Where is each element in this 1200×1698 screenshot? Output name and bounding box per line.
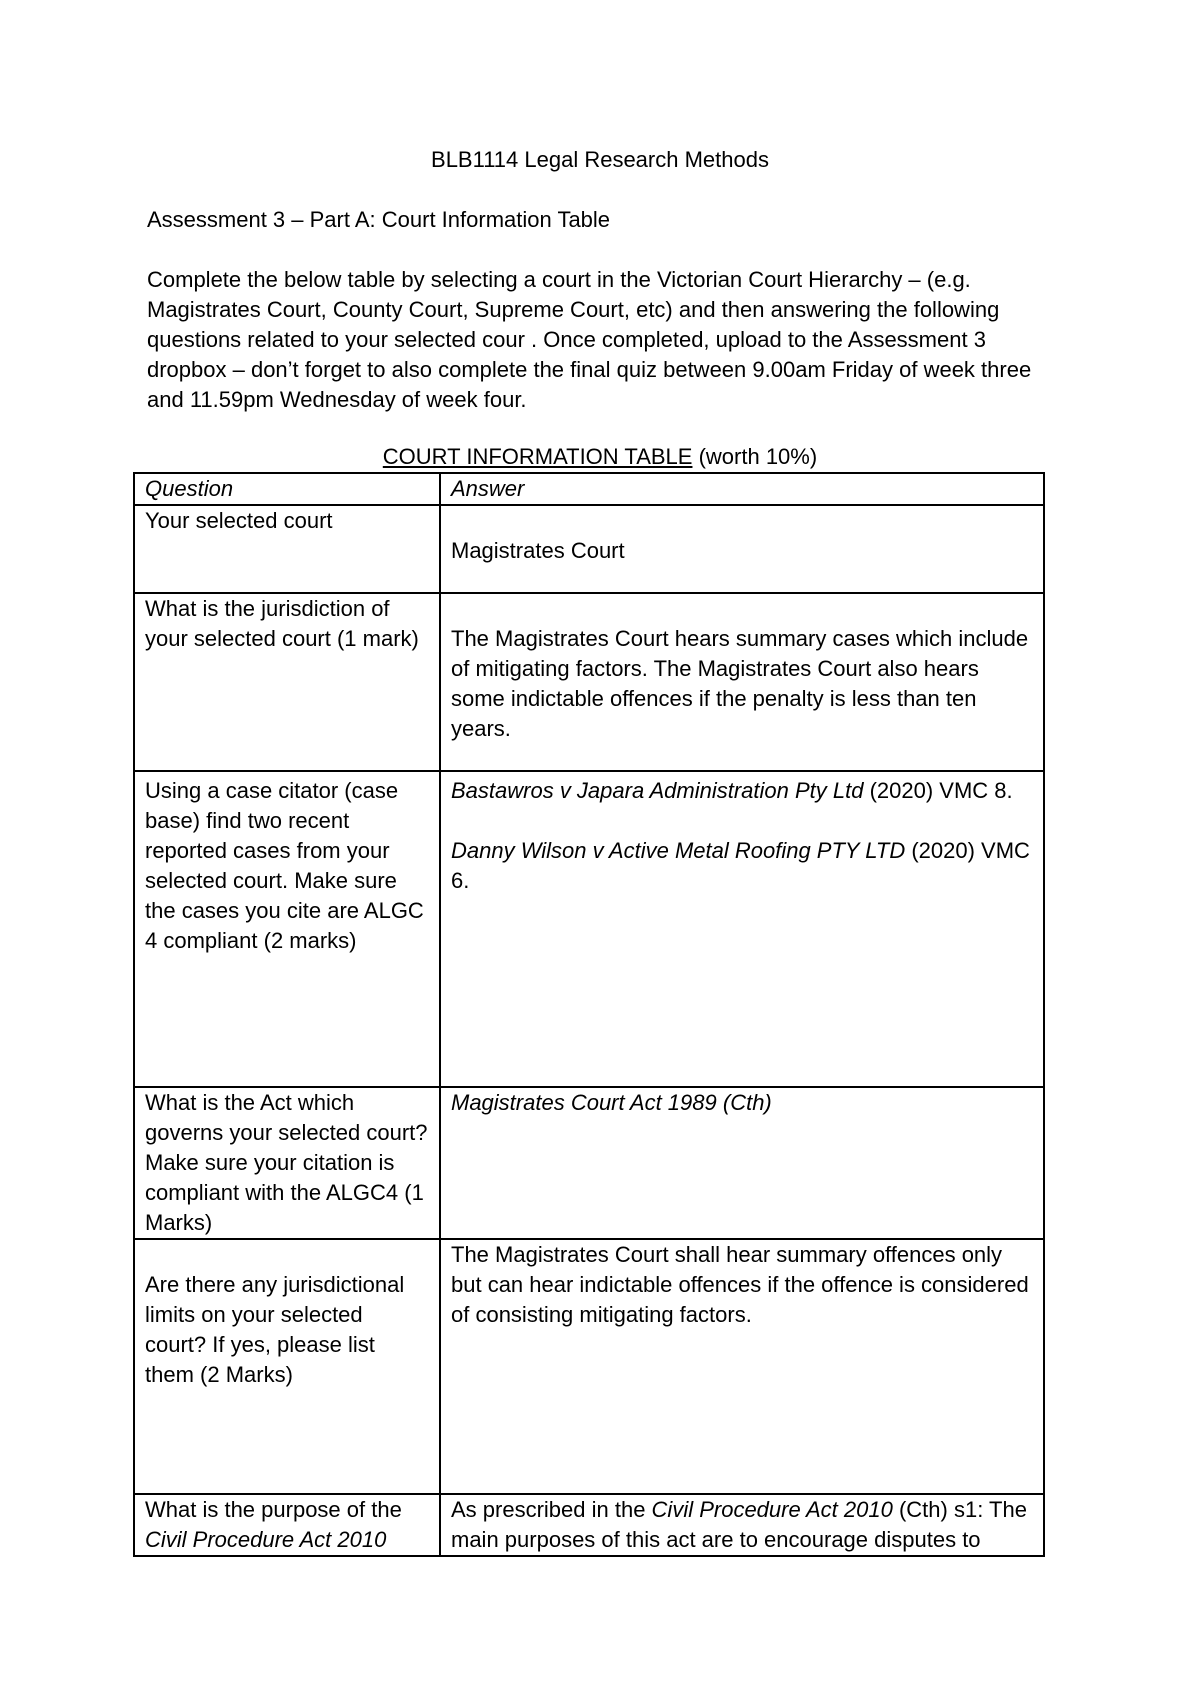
table-row (134, 1087, 1044, 1239)
table-caption (0, 443, 1200, 471)
header-question: Question (134, 473, 440, 505)
table-row (134, 593, 1044, 771)
question-cell (134, 1494, 440, 1556)
question-cell: What is the Act which governs your selected court? Make sure your citation is compliant with the ALGC4 (1 Marks) (134, 1087, 440, 1239)
court-information-table (133, 472, 1045, 1557)
question-cell: Your selected court (134, 505, 440, 593)
answer-cell: Magistrates Court Act 1989 (Cth) (440, 1087, 1044, 1239)
spacer (451, 806, 1033, 836)
answer-act-name: Civil Procedure Act 2010 (651, 1497, 893, 1522)
document-title: BLB1114 Legal Research Methods (431, 147, 769, 172)
answer-text: The Magistrates Court hears summary cases which include of mitigating factors. The Magistrates Court also hears some indictable offences if the penalty is less than ten years. (451, 626, 1029, 741)
answer-cell (440, 1494, 1044, 1556)
answer-prefix: As prescribed in the (451, 1497, 652, 1522)
question-text: Are there any jurisdictional limits on your selected court? If yes, please list them (2 Marks) (145, 1272, 405, 1387)
table-row (134, 771, 1044, 1087)
case-cite-1: (2020) VMC 8. (863, 778, 1013, 803)
instructions-paragraph: Complete the below table by selecting a court in the Victorian Court Hierarchy – (e.g. Magistrates Court, County Court, Supreme Court, etc) and then answering the following questions related to your selected cour . Once completed, upload to the Assessment 3 dropbox – don’t forget to also complete the final quiz between 9.00am Friday of week three and 11.59pm Wednesday of week four. (147, 267, 1032, 412)
case-citation-2 (451, 836, 1033, 896)
spacer (451, 506, 1033, 536)
header-answer: Answer (440, 473, 1044, 505)
table-row (134, 505, 1044, 593)
answer-cell (440, 771, 1044, 1087)
answer-cell: The Magistrates Court shall hear summary offences only but can hear indictable offences if the offence is considered of consisting mitigating factors. (440, 1239, 1044, 1494)
table-header-row (134, 473, 1044, 505)
case-name-2: Danny Wilson v Active Metal Roofing PTY LTD (451, 838, 906, 863)
question-prefix: What is the purpose of the (145, 1497, 402, 1522)
answer-suffix: (Cth) s1: The main purposes of this act are to encourage disputes to (451, 1497, 1027, 1552)
question-cell (134, 1239, 440, 1494)
assessment-subtitle: Assessment 3 – Part A: Court Information Table (147, 207, 611, 232)
table-row (134, 1494, 1044, 1556)
case-name-1: Bastawros v Japara Administration Pty Ltd (451, 778, 864, 803)
spacer (451, 594, 1033, 624)
table-caption-title: COURT INFORMATION TABLE (382, 444, 693, 469)
table-caption-worth: (worth 10%) (692, 444, 818, 469)
case-citation-1 (451, 776, 1033, 806)
case-cite-2: (2020) VMC 6. (451, 838, 1030, 893)
table-row (134, 1239, 1044, 1494)
spacer (145, 1240, 429, 1270)
answer-text: Magistrates Court (451, 538, 625, 563)
answer-cell (440, 505, 1044, 593)
question-cell: What is the jurisdiction of your selected court (1 mark) (134, 593, 440, 771)
question-act-name: Civil Procedure Act 2010 (145, 1527, 387, 1552)
answer-cell (440, 593, 1044, 771)
question-cell: Using a case citator (case base) find two recent reported cases from your selected court. Make sure the cases you cite are ALGC 4 compliant (2 marks) (134, 771, 440, 1087)
